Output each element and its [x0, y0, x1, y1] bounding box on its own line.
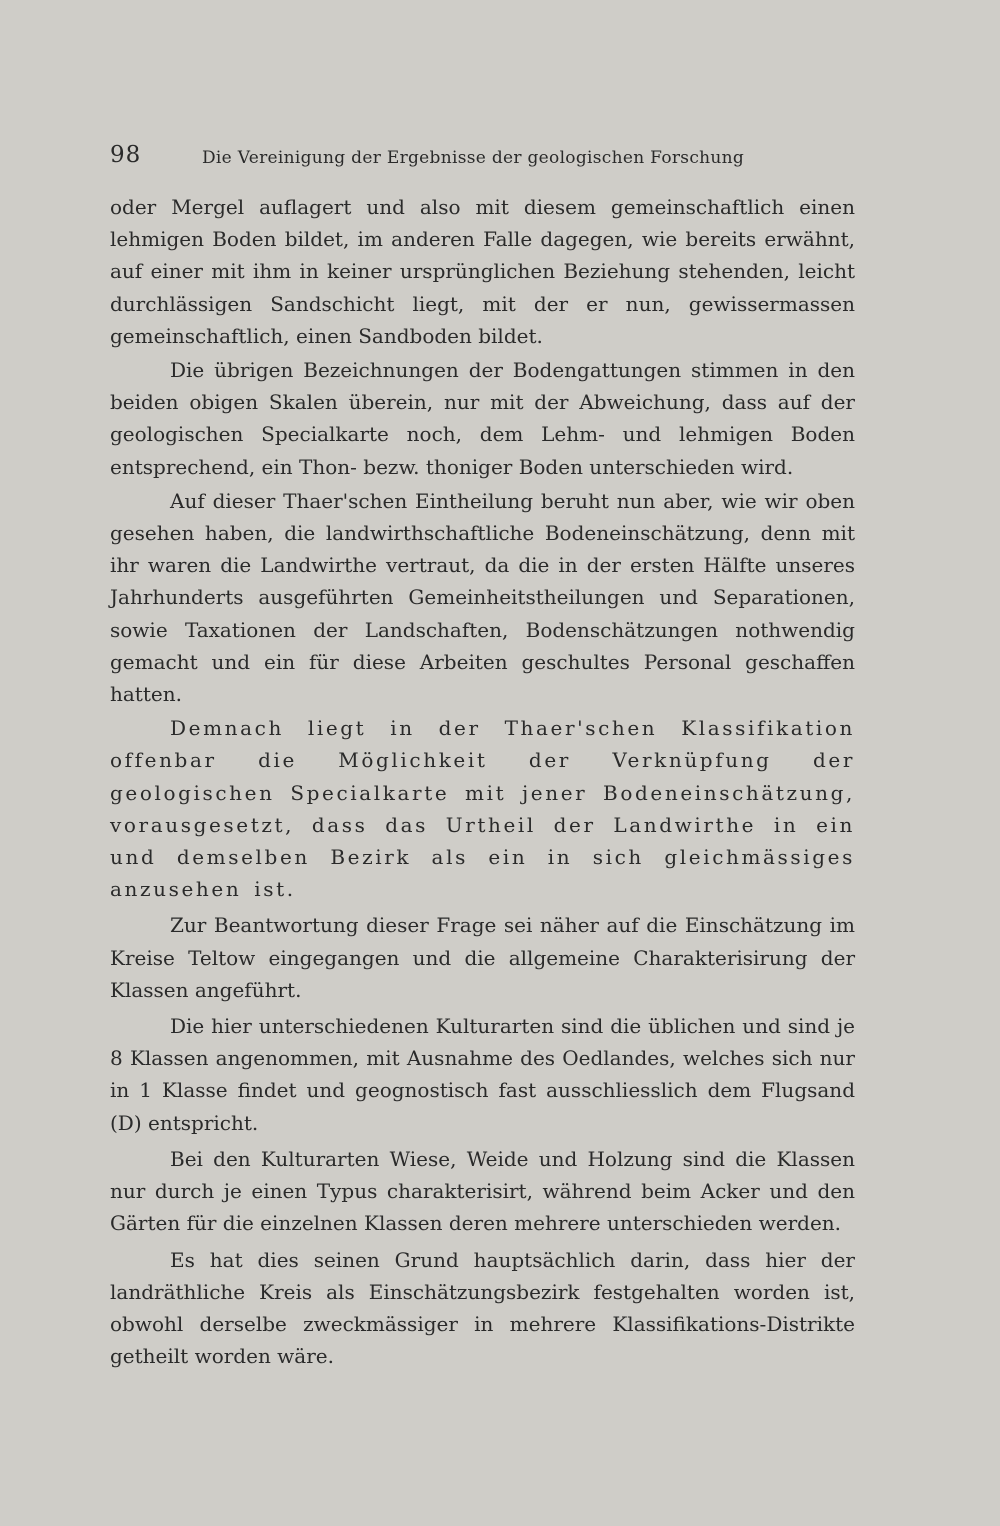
- paragraph: Zur Beantwortung dieser Frage sei näher auf die Einschätzung im Kreise Teltow eingegangen und die allgemeine Charakterisirung der Klassen angeführt.: [110, 913, 855, 1002]
- running-title: Die Vereinigung der Ergebnisse der geologischen Forschung: [202, 148, 745, 168]
- paragraph: Die übrigen Bezeichnungen der Bodengattungen stimmen in den beiden obigen Skalen überein, nur mit der Abweichung, dass auf der geologischen Specialkarte noch, dem Lehm- und lehmigen Boden entsprechend, ein Thon- bezw. thoniger Boden unterschieden wird.: [110, 358, 855, 479]
- paragraph: oder Mergel auflagert und also mit diesem gemeinschaftlich einen lehmigen Boden bildet, im anderen Falle dagegen, wie bereits erwähnt, auf einer mit ihm in keiner ursprünglichen Beziehung stehenden, leicht durchlässigen Sandschicht liegt, mit der er nun, gewissermassen gemeinschaftlich, einen Sandboden bildet.: [110, 195, 855, 348]
- paragraph-emphasized: Demnach liegt in der Thaer'schen Klassifikation offenbar die Möglichkeit der Verknüpfung der geologischen Specialkarte mit jener Bodeneinschätzung, vorausgesetzt, dass das Urtheil der Landwirthe in ein und demselben Bezirk als ein in sich gleichmässiges anzusehen ist.: [110, 716, 855, 902]
- page-number: 98: [110, 142, 142, 168]
- body-text: [110, 191, 855, 1374]
- page-header: [110, 142, 855, 172]
- paragraph: Die hier unterschiedenen Kulturarten sind die üblichen und sind je 8 Klassen angenommen, mit Ausnahme des Oedlandes, welches sich nur in 1 Klasse findet und geognostisch fast ausschliesslich dem Flugsand (D) entspricht.: [110, 1014, 855, 1135]
- paragraph: Auf dieser Thaer'schen Eintheilung beruht nun aber, wie wir oben gesehen haben, die landwirthschaftliche Bodeneinschätzung, denn mit ihr waren die Landwirthe vertraut, da die in der ersten Hälfte unseres Jahrhunderts ausgeführten Gemeinheitstheilungen und Separationen, sowie Taxationen der Landschaften, Bodenschätzungen nothwendig gemacht und ein für diese Arbeiten geschultes Personal geschaffen hatten.: [110, 488, 855, 707]
- paragraph: Bei den Kulturarten Wiese, Weide und Holzung sind die Klassen nur durch je einen Typus charakterisirt, während beim Acker und den Gärten für die einzelnen Klassen deren mehrere unterschieden werden.: [110, 1146, 855, 1236]
- paragraph: Es hat dies seinen Grund hauptsächlich darin, dass hier der landräthliche Kreis als Einschätzungsbezirk festgehalten worden ist, obwohl derselbe zweckmässiger in mehrere Klassifikations-Distrikte getheilt worden wäre.: [110, 1247, 855, 1369]
